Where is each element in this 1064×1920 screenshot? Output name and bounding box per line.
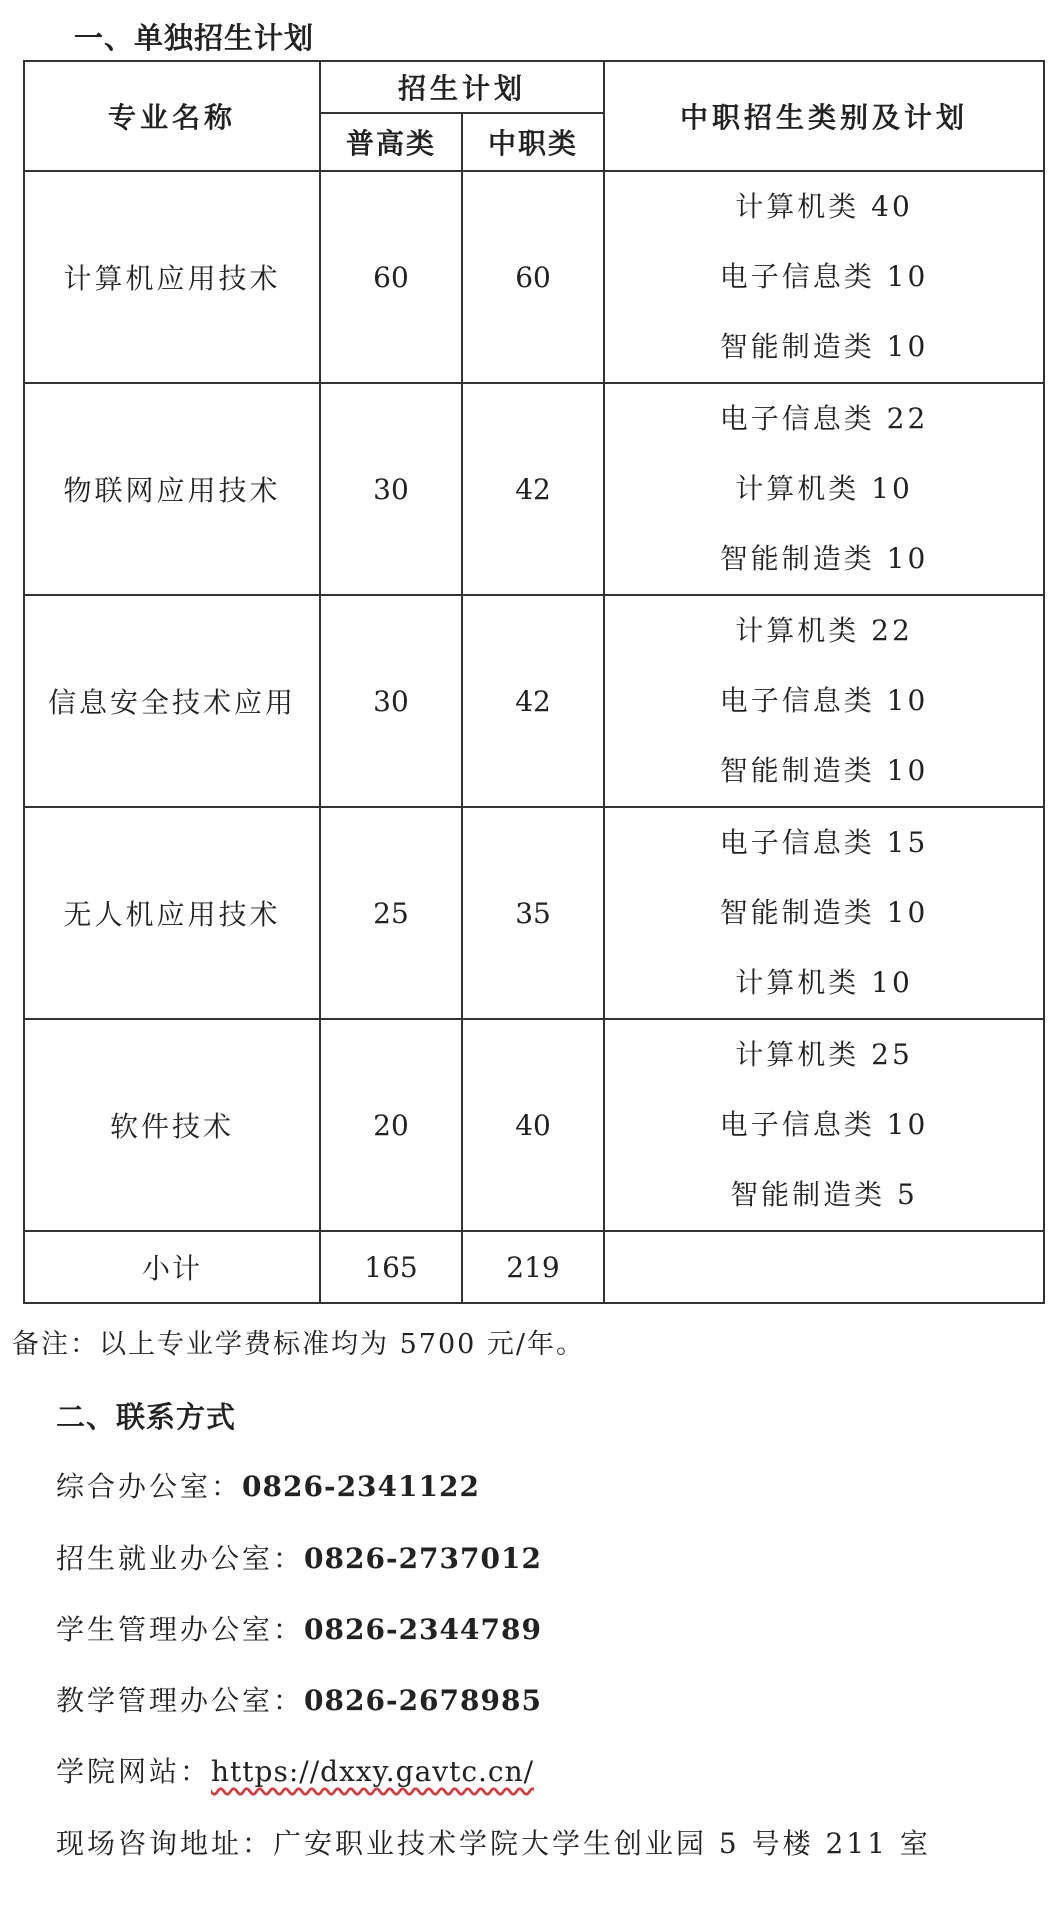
contact-label: 招生就业办公室： xyxy=(56,1542,305,1575)
section-title-contact: 二、联系方式 xyxy=(56,1400,237,1434)
category-list xyxy=(604,383,1044,595)
contact-address xyxy=(56,1822,931,1862)
header-vocational: 中职类 xyxy=(462,113,604,171)
category-item: 计算机类 40 xyxy=(735,190,913,223)
website-link[interactable]: https://dxxy.gavtc.cn/ xyxy=(211,1755,535,1788)
header-general: 普高类 xyxy=(320,113,462,171)
category-list xyxy=(604,1019,1044,1231)
general-count: 30 xyxy=(320,595,462,807)
contact-address-value: 广安职业技术学院大学生创业园 5 号楼 211 室 xyxy=(273,1827,931,1860)
category-item: 智能制造类 10 xyxy=(719,330,929,363)
category-list xyxy=(604,595,1044,807)
table-row xyxy=(24,383,1044,595)
category-item: 智能制造类 10 xyxy=(719,542,929,575)
total-row xyxy=(24,1231,1044,1303)
general-count: 60 xyxy=(320,171,462,383)
category-item: 电子信息类 22 xyxy=(719,402,929,435)
header-category: 中职招生类别及计划 xyxy=(604,61,1044,171)
tuition-note: 备注：以上专业学费标准均为 5700 元/年。 xyxy=(12,1329,585,1360)
total-label: 小计 xyxy=(24,1231,320,1303)
header-plan: 招生计划 xyxy=(320,61,604,113)
vocational-count: 42 xyxy=(462,383,604,595)
major-name: 计算机应用技术 xyxy=(24,171,320,383)
contact-website xyxy=(56,1750,534,1790)
table-row xyxy=(24,1019,1044,1231)
category-item: 智能制造类 10 xyxy=(719,896,929,929)
general-count: 25 xyxy=(320,807,462,1019)
total-general: 165 xyxy=(320,1231,462,1303)
contact-label: 学院网站： xyxy=(56,1755,212,1788)
major-name: 无人机应用技术 xyxy=(24,807,320,1019)
category-item: 计算机类 10 xyxy=(735,472,913,505)
vocational-count: 40 xyxy=(462,1019,604,1231)
table-row xyxy=(24,171,1044,383)
contact-label: 现场咨询地址： xyxy=(56,1827,274,1860)
vocational-count: 42 xyxy=(462,595,604,807)
contact-phone: 0826-2344789 xyxy=(304,1613,542,1646)
contact-admission-office xyxy=(56,1537,542,1577)
contact-phone: 0826-2341122 xyxy=(242,1470,480,1503)
category-item: 计算机类 25 xyxy=(735,1038,913,1071)
vocational-count: 60 xyxy=(462,171,604,383)
contact-teaching-office xyxy=(56,1679,542,1719)
total-category-empty xyxy=(604,1231,1044,1303)
category-list xyxy=(604,807,1044,1019)
category-item: 电子信息类 10 xyxy=(719,260,929,293)
contact-student-office xyxy=(56,1608,542,1648)
enrollment-plan-table xyxy=(23,60,1045,1304)
contact-label: 综合办公室： xyxy=(56,1470,243,1503)
category-item: 计算机类 22 xyxy=(735,614,913,647)
category-item: 电子信息类 10 xyxy=(719,684,929,717)
category-item: 计算机类 10 xyxy=(735,966,913,999)
section-title-enrollment-plan: 一、单独招生计划 xyxy=(74,21,315,55)
header-major: 专业名称 xyxy=(24,61,320,171)
contact-phone: 0826-2737012 xyxy=(304,1542,542,1575)
contact-label: 学生管理办公室： xyxy=(56,1613,305,1646)
major-name: 物联网应用技术 xyxy=(24,383,320,595)
major-name: 信息安全技术应用 xyxy=(24,595,320,807)
contact-general-office xyxy=(56,1465,480,1505)
contact-phone: 0826-2678985 xyxy=(304,1684,542,1717)
category-item: 电子信息类 15 xyxy=(719,826,929,859)
table-row xyxy=(24,595,1044,807)
category-item: 电子信息类 10 xyxy=(719,1108,929,1141)
major-name: 软件技术 xyxy=(24,1019,320,1231)
contact-label: 教学管理办公室： xyxy=(56,1684,305,1717)
table-row xyxy=(24,807,1044,1019)
general-count: 20 xyxy=(320,1019,462,1231)
vocational-count: 35 xyxy=(462,807,604,1019)
category-list xyxy=(604,171,1044,383)
category-item: 智能制造类 5 xyxy=(730,1178,918,1211)
total-vocational: 219 xyxy=(462,1231,604,1303)
general-count: 30 xyxy=(320,383,462,595)
category-item: 智能制造类 10 xyxy=(719,754,929,787)
